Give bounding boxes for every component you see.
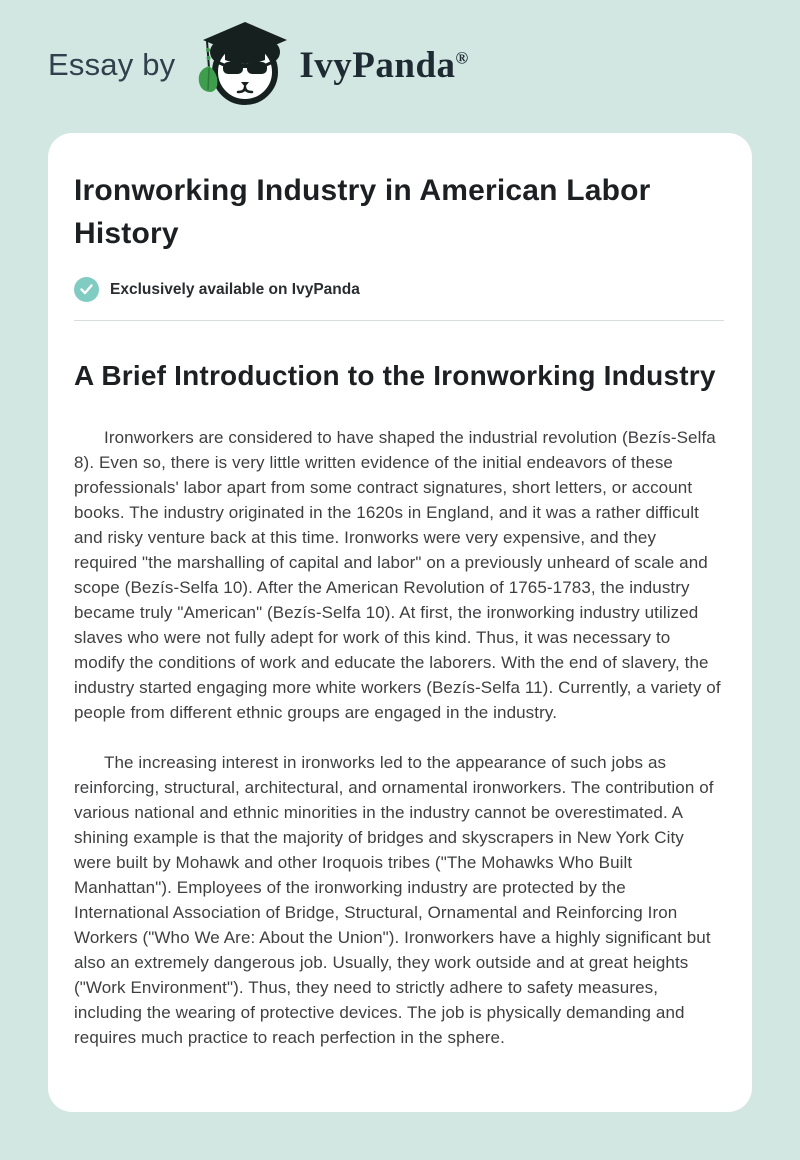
exclusive-badge-label: Exclusively available on IvyPanda <box>110 280 360 298</box>
exclusive-badge <box>74 277 724 302</box>
paragraph: Ironworkers are considered to have shaped the industrial revolution (Bezís-Selfa 8). Even so, there is very little written evidence of the initial endeavors of these professionals' labor apart from some contract signatures, short letters, or account books. The industry originated in the 1620s in England, and it was a rather difficult and risky venture back at this time. Ironworks were very expensive, and they required "the marshalling of capital and labor" on a previously unheard of scale and scope (Bezís-Selfa 10). After the American Revolution of 1765-1783, the industry became truly "American" (Bezís-Selfa 10). At first, the ironworking industry utilized slaves who were not fully adept for work of this kind. Thus, it was necessary to modify the conditions of work and educate the laborers. With the end of slavery, the industry started engaging more white workers (Bezís-Selfa 11). Currently, a variety of people from different ethnic groups are engaged in the industry. <box>74 428 721 723</box>
divider <box>74 320 724 321</box>
brand-wordmark: IvyPanda® <box>299 44 469 86</box>
trademark-symbol: ® <box>455 48 469 68</box>
essay-card <box>48 133 752 1112</box>
paragraph: The increasing interest in ironworks led to the appearance of such jobs as reinforcing, structural, architectural, and ornamental ironworkers. The contribution of various national and ethnic minorities in the industry cannot be overestimated. A shining example is that the majority of bridges and skyscrapers in New York City were built by Mohawk and other Iroquois tribes ("The Mohawks Who Built Manhattan"). Employees of the ironworking industry are protected by the International Association of Bridge, Structural, Ornamental and Reinforcing Iron Workers ("Who We Are: About the Union"). Ironworkers have a highly significant but also an extremely dangerous job. Usually, they work outside and at great heights ("Work Environment"). Thus, they need to strictly adhere to safety measures, including the wearing of protective devices. The job is physically demanding and requires much practice to reach perfection in the sphere. <box>74 753 714 1048</box>
check-icon <box>74 277 99 302</box>
page-header <box>0 0 800 130</box>
section-heading: A Brief Introduction to the Ironworking Industry <box>74 360 716 392</box>
panda-logo-graphic <box>191 20 291 110</box>
essay-body <box>74 425 724 1050</box>
page-title: Ironworking Industry in American Labor History <box>74 174 651 251</box>
essay-by-label: Essay by <box>48 47 176 82</box>
panda-graduate-icon <box>189 19 293 111</box>
